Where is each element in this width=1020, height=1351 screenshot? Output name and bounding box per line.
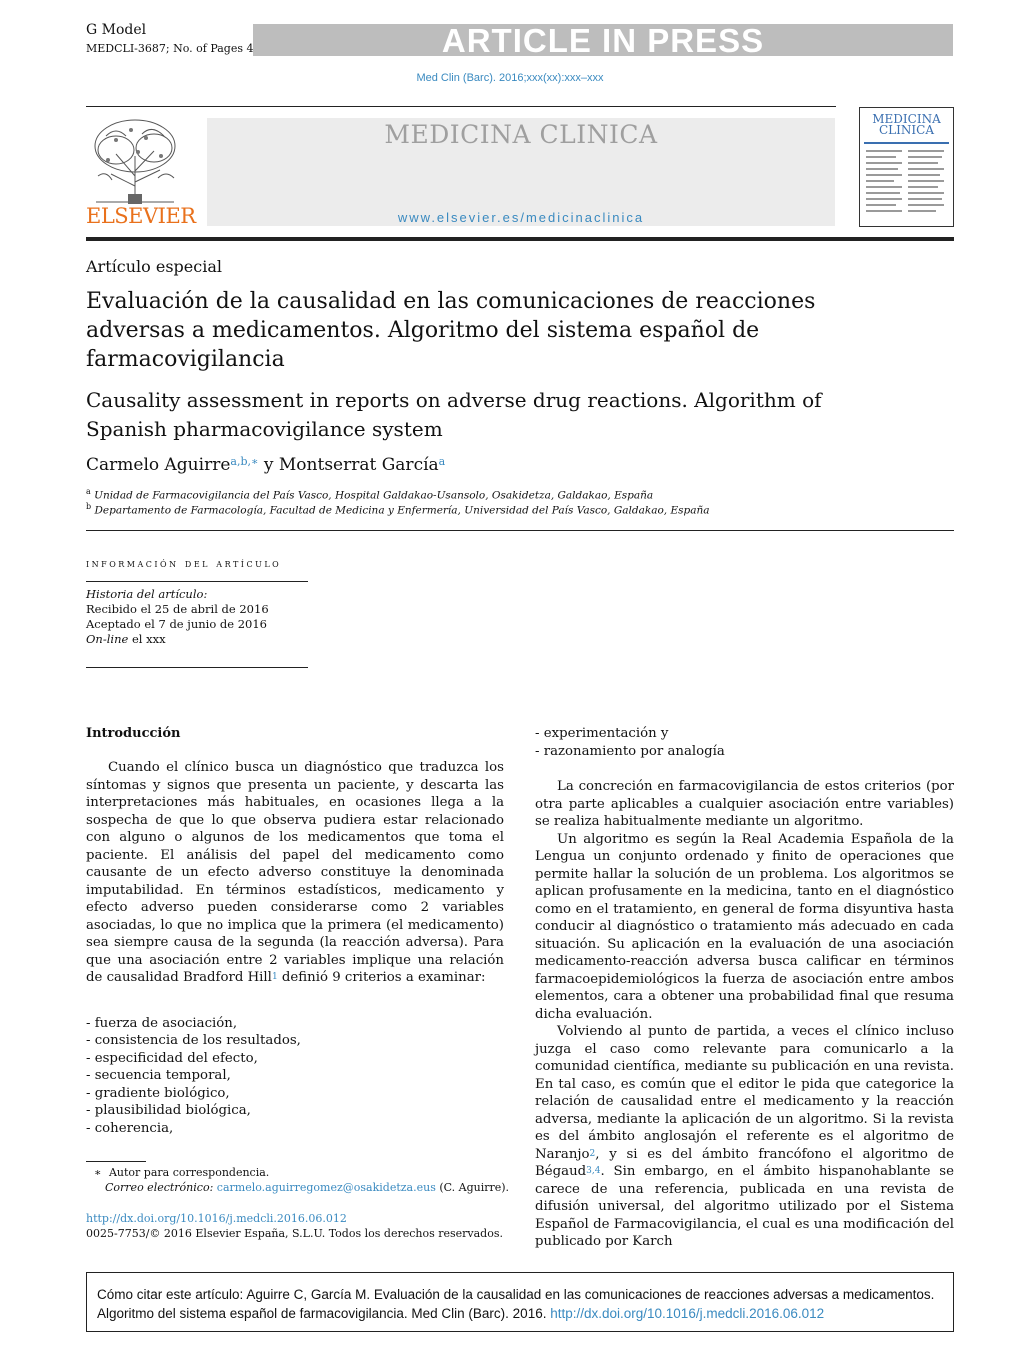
author-garcia-affiliations[interactable]: a — [438, 455, 446, 468]
article-history — [86, 587, 269, 647]
paragraph-1-tail: definió 9 criterios a examinar: — [277, 970, 486, 985]
journal-banner — [207, 118, 835, 226]
left-column — [86, 759, 504, 1137]
article-info-rule-top — [86, 581, 308, 582]
criterion-item — [535, 725, 954, 743]
introduction-heading: Introducción — [86, 726, 181, 741]
manuscript-id: MEDCLI-3687; No. of Pages 4 — [86, 42, 254, 55]
header-rule — [86, 106, 836, 107]
right-column — [535, 725, 954, 1251]
email-link[interactable]: carmelo.aguirregomez@osakidetza.eus — [216, 1181, 436, 1194]
criterion-item — [86, 1102, 504, 1120]
criterion-text: secuencia temporal, — [94, 1068, 231, 1083]
how-to-cite-text: Aguirre C, García M. Evaluación de la causalidad en las comunicaciones de reacciones adversas a medicamentos. Algoritmo del sistema español de farmacovigilancia. Med Clin (Barc). 2016. — [97, 1287, 935, 1321]
article-info-rule-bottom — [86, 667, 308, 668]
affiliation-a-text: Unidad de Farmacovigilancia del País Vasco, Hospital Galdakao-Usansolo, Osakidetza, Galdakao, España — [94, 489, 654, 502]
author-aguirre[interactable]: Carmelo Aguirre — [86, 455, 231, 475]
criteria-list-left — [86, 1015, 504, 1138]
elsevier-logo — [86, 116, 196, 228]
list-dash: - — [86, 1050, 95, 1066]
author-separator: y — [258, 455, 279, 475]
online-value: el xxx — [128, 632, 166, 646]
journal-name: MEDICINA CLINICA — [384, 120, 658, 149]
criterion-item — [86, 1032, 504, 1050]
criterion-text: coherencia, — [94, 1120, 174, 1136]
how-to-cite-box — [86, 1272, 954, 1332]
list-dash: - — [86, 1068, 95, 1083]
criteria-list-right — [535, 725, 954, 760]
affiliation-a-marker: a — [86, 487, 91, 496]
g-model-label: G Model — [86, 22, 147, 38]
paragraph-1 — [86, 759, 504, 987]
criterion-item — [86, 1085, 504, 1103]
criterion-text: experimentación y — [543, 726, 669, 741]
reference-1-link[interactable]: 1 — [271, 972, 278, 982]
list-dash: - — [535, 743, 544, 759]
corresponding-author-note — [94, 1166, 269, 1179]
received-date: Recibido el 25 de abril de 2016 — [86, 602, 269, 616]
title-spanish: Evaluación de la causalidad en las comunicaciones de reacciones adversas a medicamentos. Algoritmo del sistema español de farmacovigilancia — [86, 289, 816, 372]
criterion-text: fuerza de asociación, — [94, 1015, 238, 1031]
title-english: Causality assessment in reports on adverse drug reactions. Algorithm of Spanish pharmacovigilance system — [86, 388, 822, 441]
reference-2-link[interactable]: 2 — [589, 1148, 596, 1159]
criterion-item — [86, 1067, 504, 1085]
paragraph-4-tail: . Sin embargo, en el ámbito hispanohablante se carece de una referencia, publicada en una revista de difusión universal, del algoritmo utilizado por el Sistema Español de Farmacovigilancia, el cual es una modificación del publicado por Karch — [535, 1164, 954, 1249]
doi-link[interactable]: http://dx.doi.org/10.1016/j.medcli.2016.06.012 — [86, 1212, 347, 1225]
history-label: Historia del artículo: — [86, 587, 208, 601]
copyright-line: 0025-7753/© 2016 Elsevier España, S.L.U. Todos los derechos reservados. — [86, 1227, 503, 1240]
paragraph-2: La concreción en farmacovigilancia de estos criterios (por otra parte aplicables a cualquier asociación entre variables) se realiza habitualmente mediante un algoritmo. — [535, 779, 954, 829]
journal-citation-line[interactable]: Med Clin (Barc). 2016;xxx(xx):xxx–xxx — [416, 72, 604, 84]
how-to-cite-label: Cómo citar este artículo: — [97, 1287, 244, 1302]
affiliation-b — [86, 502, 710, 517]
online-label: On-line — [86, 632, 129, 646]
paragraph-4-text: Volviendo al punto de partida, a veces el clínico incluso juzga el caso como relevante para comunicarlo a la comunidad científica, mediante su publicación en una revista. En tal caso, es común que el editor le pida que categorice la relación de causalidad entre el medicamento y la reacción adversa, mediante la aplicación de un algoritmo. Si la revista es del ámbito anglosajón el referente es el algoritmo de Naranjo — [535, 1024, 954, 1162]
list-dash: - — [86, 1085, 95, 1101]
list-dash: - — [86, 1033, 95, 1048]
author-list — [86, 455, 445, 475]
article-in-press-text: ARTICLE IN PRESS — [441, 22, 765, 59]
journal-cover-thumbnail — [859, 107, 954, 227]
paragraph-4-middle: , y si es del ámbito francófono el algoritmo de Bégaud — [535, 1146, 954, 1179]
list-dash: - — [86, 1120, 95, 1136]
criterion-item — [86, 1050, 504, 1068]
email-note — [105, 1181, 509, 1194]
criterion-text: consistencia de los resultados, — [94, 1033, 301, 1048]
list-dash: - — [86, 1103, 95, 1118]
list-dash: - — [86, 1015, 95, 1031]
cover-contents-icon — [864, 140, 949, 222]
corresponding-marker: ∗ — [94, 1166, 102, 1179]
corresponding-text: Autor para correspondencia. — [108, 1166, 270, 1179]
criterion-item — [535, 743, 954, 761]
header-thick-rule — [86, 237, 954, 241]
author-garcia[interactable]: Montserrat García — [278, 455, 439, 475]
online-date — [86, 632, 269, 647]
cover-title: MEDICINA CLINICA — [872, 112, 941, 137]
paragraph-4 — [535, 1023, 954, 1251]
email-suffix: (C. Aguirre). — [435, 1181, 510, 1194]
criterion-item — [86, 1015, 504, 1033]
criterion-text: plausibilidad biológica, — [94, 1103, 251, 1118]
accepted-date: Aceptado el 7 de junio de 2016 — [86, 617, 267, 631]
criterion-text: especificidad del efecto, — [94, 1050, 258, 1066]
article-type: Artículo especial — [86, 257, 222, 276]
paragraph-1-text: Cuando el clínico busca un diagnóstico que traduzca los síntomas y signos que presenta un paciente, y descarta las interpretaciones más habituales, en ocasiones llega a la sospecha de que lo que observa pudiera estar relacionado con alguno o algunos de los medicamentos que toma el paciente. El análisis del papel del medicamento como causante de un efecto adverso constituye la denominada imputabilidad. En términos estadísticos, medicamento y efecto adverso pueden considerarse como 2 variables asociadas, lo que no implica que la primera (el medicamento) sea siempre causa de la segunda (la reacción adversa). Para que una asociación entre 2 variables implique una relación de causalidad Bradford Hill — [86, 760, 504, 985]
elsevier-wordmark: ELSEVIER — [86, 204, 196, 228]
article-in-press-banner — [253, 22, 953, 59]
footnote-rule — [86, 1161, 146, 1162]
affiliation-b-marker: b — [86, 502, 92, 511]
affiliation-b-text: Departamento de Farmacología, Facultad de Medicina y Enfermería, Universidad del País Vasco, Galdakao, España — [94, 504, 710, 517]
criterion-item — [86, 1120, 504, 1138]
paragraph-3: Un algoritmo es según la Real Academia Española de la Lengua un conjunto ordenado y finito de operaciones que permite hallar la solución de un problema. Los algoritmos se aplican profusamente en la medicina, tanto en el diagnóstico como en el tratamiento, en general de forma disyuntiva hasta conducir al diagnóstico o tratamiento más adecuado en cada situación. Su aplicación en la evaluación de una asociación medicamento-reacción adversa busca calificar en términos farmacoepidemiológicos la fuerza de asociación entre ambos elementos, cara a obtener una probabilidad final que resuma dicha evaluación. — [535, 831, 954, 1022]
journal-url-link[interactable]: www.elsevier.es/medicinaclinica — [397, 210, 645, 225]
affiliations-rule — [86, 530, 954, 531]
criterion-text: razonamiento por analogía — [543, 743, 725, 759]
criterion-text: gradiente biológico, — [94, 1085, 230, 1101]
article-info-heading: información del artículo — [86, 556, 282, 570]
reference-3-4-link[interactable]: 3,4 — [586, 1166, 601, 1176]
affiliation-a — [86, 487, 653, 502]
email-label: Correo electrónico: — [105, 1181, 214, 1194]
author-aguirre-affiliations[interactable]: a,b,∗ — [230, 455, 259, 468]
list-dash: - — [535, 726, 544, 741]
how-to-cite-doi-link[interactable]: http://dx.doi.org/10.1016/j.medcli.2016.06.012 — [550, 1306, 825, 1321]
